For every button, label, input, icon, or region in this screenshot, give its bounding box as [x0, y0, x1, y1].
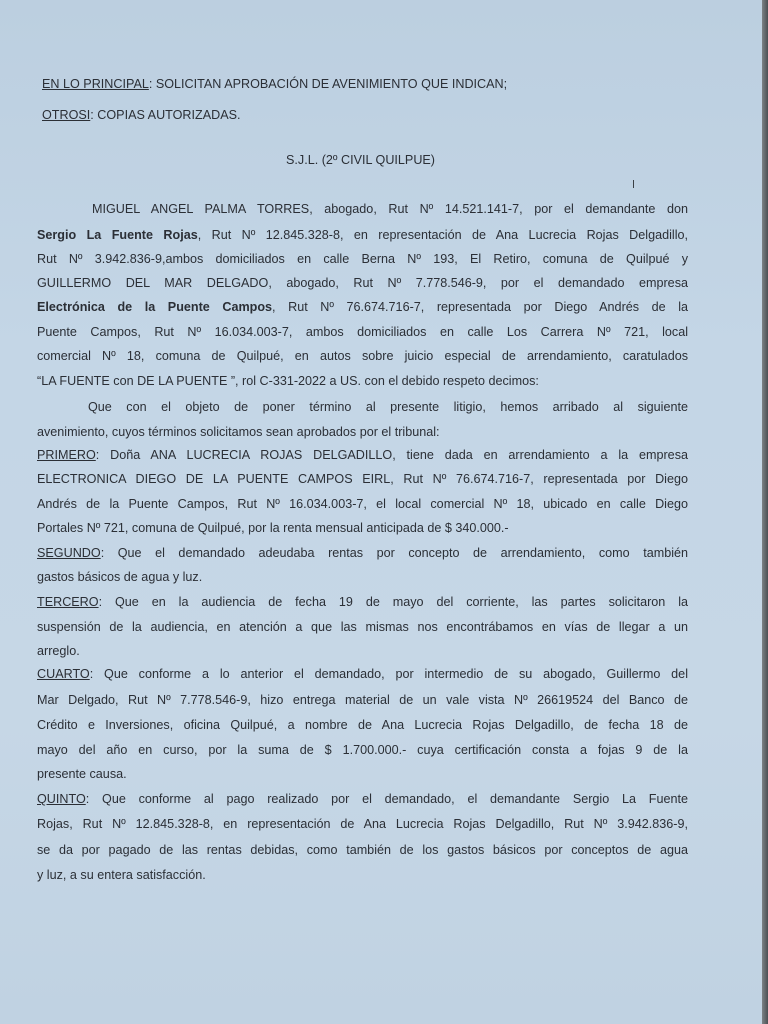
- tercero-label: TERCERO: [37, 595, 99, 609]
- intro-line-5-rest: , Rut Nº 76.674.716-7, representada por Diego Andrés de la: [272, 300, 689, 314]
- primero-line-1: [37, 447, 688, 463]
- quinto-line-3: se da por pagado de las rentas debidas, como también de los gastos básicos por conceptos de agua: [37, 843, 688, 857]
- intro-line-6: Puente Campos, Rut Nº 16.034.003-7, ambos domiciliados en calle Los Carrera Nº 721, local: [37, 325, 688, 339]
- primero-line-2: ELECTRONICA DIEGO DE LA PUENTE CAMPOS EIRL, Rut Nº 76.674.716-7, representada por Diego: [37, 472, 688, 486]
- tercero-line-2: suspensión de la audiencia, en atención a que las mismas nos encontrábamos en vías de llegar a un: [37, 620, 688, 634]
- cuarto-line-3: Crédito e Inversiones, oficina Quilpué, a nombre de Ana Lucrecia Rojas Delgadillo, de fecha 18 de: [37, 718, 688, 732]
- tercero-line-1: [37, 594, 688, 610]
- segundo-line-2: gastos básicos de agua y luz.: [37, 570, 203, 584]
- cuarto-line-2: Mar Delgado, Rut Nº 7.778.546-9, hizo entrega material de un vale vista Nº 26619524 del Banco de: [37, 693, 688, 707]
- intro-line-3: Rut Nº 3.942.836-9,ambos domiciliados en calle Berna Nº 193, El Retiro, comuna de Quilpué y: [37, 252, 688, 266]
- principal-label: EN LO PRINCIPAL: [42, 77, 149, 91]
- quinto-text: : Que conforme al pago realizado por el demandado, el demandante Sergio La Fuente: [85, 792, 688, 806]
- intro-line-7: comercial Nº 18, comuna de Quilpué, en autos sobre juicio especial de arrendamiento, caratulados: [37, 349, 688, 363]
- quinto-line-1: [37, 791, 688, 807]
- intro-company-name: Electrónica de la Puente Campos: [37, 300, 273, 314]
- para2-line-2: avenimiento, cuyos términos solicitamos sean aprobados por el tribunal:: [37, 425, 440, 439]
- intro-line-4: GUILLERMO DEL MAR DELGADO, abogado, Rut Nº 7.778.546-9, por el demandado empresa: [37, 276, 688, 290]
- stray-mark: [633, 180, 634, 188]
- cuarto-text: : Que conforme a lo anterior el demandado, por intermedio de su abogado, Guillermo del: [89, 667, 688, 681]
- principal-heading: [42, 76, 507, 92]
- otrosi-text: : COPIAS AUTORIZADAS.: [90, 108, 241, 122]
- court-heading: S.J.L. (2º CIVIL QUILPUE): [286, 153, 436, 167]
- cuarto-line-4: mayo del año en curso, por la suma de $ 1.700.000.- cuya certificación consta a fojas 9 de la: [37, 743, 688, 757]
- quinto-line-2: Rojas, Rut Nº 12.845.328-8, en representación de Ana Lucrecia Rojas Delgadillo, Rut Nº 3.942.836-9,: [37, 817, 688, 831]
- cuarto-line-1: [37, 666, 688, 682]
- intro-line-8: “LA FUENTE con DE LA PUENTE ”, rol C-331-2022 a US. con el debido respeto decimos:: [37, 374, 539, 388]
- segundo-label: SEGUNDO: [37, 546, 101, 560]
- primero-line-4: Portales Nº 721, comuna de Quilpué, por la renta mensual anticipada de $ 340.000.-: [37, 521, 509, 535]
- intro-line-2: [37, 227, 688, 243]
- quinto-line-4: y luz, a su entera satisfacción.: [37, 868, 206, 882]
- intro-line-1: MIGUEL ANGEL PALMA TORRES, abogado, Rut Nº 14.521.141-7, por el demandante don: [92, 202, 688, 216]
- tercero-text: : Que en la audiencia de fecha 19 de mayo del corriente, las partes solicitaron la: [98, 595, 688, 609]
- cuarto-line-5: presente causa.: [37, 767, 127, 781]
- primero-text: : Doña ANA LUCRECIA ROJAS DELGADILLO, tiene dada en arrendamiento a la empresa: [95, 448, 688, 462]
- otrosi-heading: [42, 107, 241, 123]
- intro-line-2-rest: , Rut Nº 12.845.328-8, en representación de Ana Lucrecia Rojas Delgadillo,: [197, 228, 688, 242]
- quinto-label: QUINTO: [37, 792, 86, 806]
- principal-text: : SOLICITAN APROBACIÓN DE AVENIMIENTO QUE INDICAN;: [148, 77, 508, 91]
- segundo-text: : Que el demandado adeudaba rentas por concepto de arrendamiento, como también: [100, 546, 688, 560]
- intro-claimant-name: Sergio La Fuente Rojas: [37, 228, 198, 242]
- otrosi-label: OTROSI: [42, 108, 91, 122]
- page-edge-shadow: [762, 0, 768, 1024]
- cuarto-label: CUARTO: [37, 667, 90, 681]
- para2-line-1: Que con el objeto de poner término al presente litigio, hemos arribado al siguiente: [88, 400, 688, 414]
- primero-label: PRIMERO: [37, 448, 96, 462]
- segundo-line-1: [37, 545, 688, 561]
- intro-line-5: [37, 299, 688, 315]
- primero-line-3: Andrés de la Puente Campos, Rut Nº 16.034.003-7, el local comercial Nº 18, ubicado en calle Diego: [37, 497, 688, 511]
- tercero-line-3: arreglo.: [37, 644, 80, 658]
